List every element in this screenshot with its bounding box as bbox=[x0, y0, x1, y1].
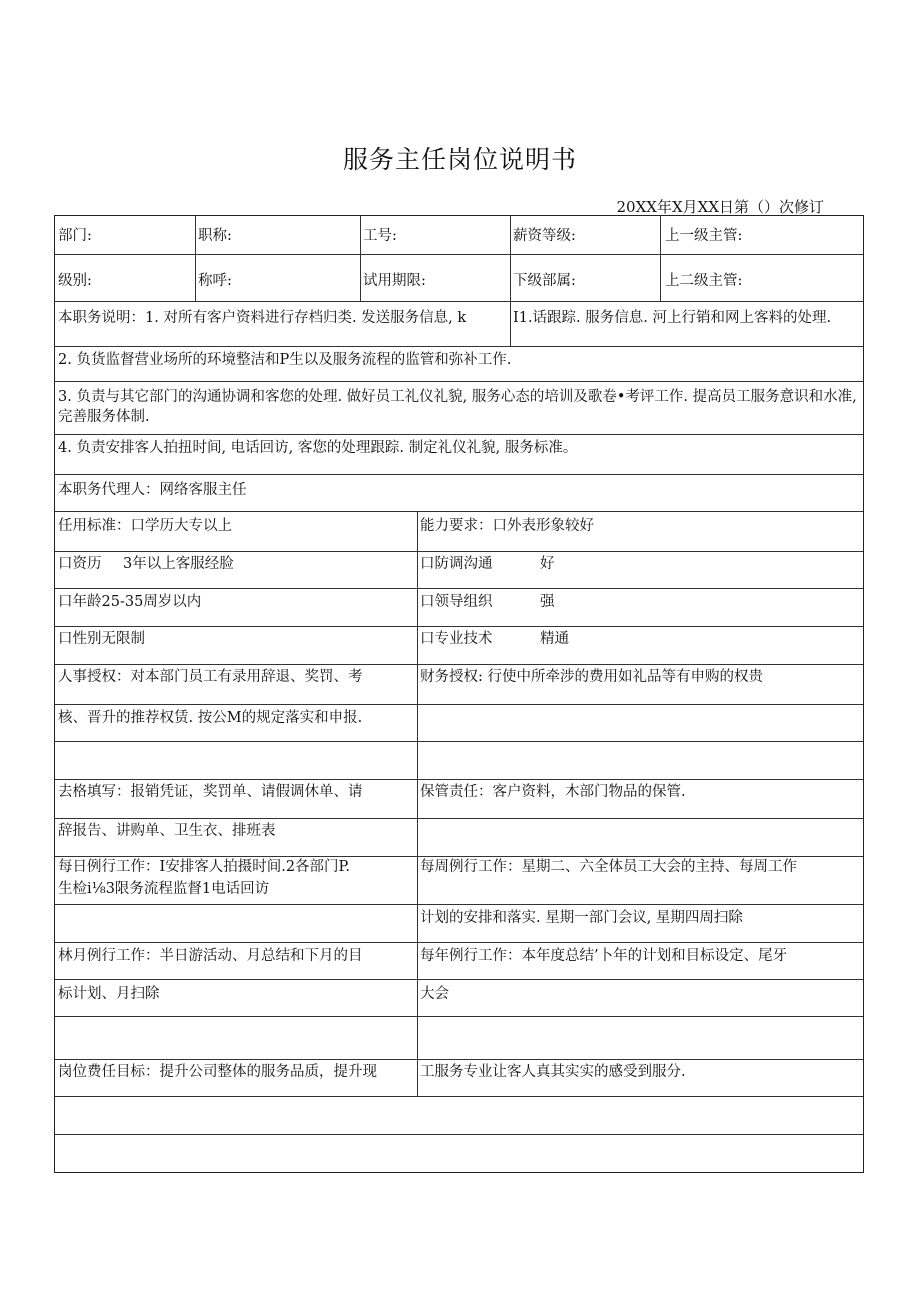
daily-routine-line1: 每日例行工作：I安排客人拍摄时间.2各部门P. bbox=[58, 859, 350, 875]
weekly-routine-line1: 每周例行工作：星期二、六全体员工大会的主持、每周工作 bbox=[420, 859, 797, 875]
ability-communication-value: 好 bbox=[540, 556, 555, 572]
ability-technical-label: 口专业技术 bbox=[420, 631, 493, 647]
ability-communication-label: 口防调沟通 bbox=[420, 556, 493, 572]
salutation-label: 称呼: bbox=[198, 273, 232, 289]
document-title: 服务主任岗位说明书 bbox=[342, 145, 577, 174]
forms-line1: 去格填写：报销凭证，奖罚单、请假调休单、请 bbox=[58, 784, 363, 800]
ability-technical-value: 精通 bbox=[540, 631, 569, 647]
subordinates-label: 下级部属: bbox=[513, 273, 576, 289]
qualification-age: 口年龄25-35周岁以内 bbox=[58, 594, 202, 610]
position-goal-right: 工服务专业让客人真其实实的感受到服分. bbox=[420, 1064, 686, 1080]
level-label: 级别: bbox=[58, 273, 92, 289]
custody-responsibility: 保管责任：客户资料，木部门物品的保管. bbox=[420, 784, 686, 800]
ability-appearance: 能力要求：口外表形象较好 bbox=[420, 518, 594, 534]
second-supervisor-label: 上二级主管: bbox=[665, 273, 743, 289]
revision-line: 20XX年X月XX日第（）次修订 bbox=[616, 198, 824, 216]
supervisor-label: 上一级主管: bbox=[665, 228, 743, 244]
yearly-routine-line1: 每年例行工作：本年度总结’卜年的计划和目标设定、尾牙 bbox=[420, 948, 788, 964]
qualification-experience-label: 口资历 bbox=[58, 556, 102, 572]
position-goal-left: 岗位费任目标：提升公司整体的服务品质，提升现 bbox=[58, 1064, 377, 1080]
monthly-routine-line2: 标计划、月扫除 bbox=[58, 986, 160, 1002]
hr-authority-line1: 人事授权：对本部门员工有录用辞退、奖罚、考 bbox=[58, 669, 363, 685]
salary-grade-label: 薪资等级: bbox=[513, 228, 576, 244]
employee-id-label: 工号: bbox=[363, 228, 397, 244]
deputy-line: 本职务代理人：网络客服主任 bbox=[58, 482, 247, 498]
qualification-gender: 口性别无限制 bbox=[58, 631, 145, 647]
daily-routine-line2: 生检i⅛3限务流程监督1电话回访 bbox=[58, 881, 270, 897]
monthly-routine-line1: 林月例行工作：半日游活动、月总结和下月的目 bbox=[58, 948, 363, 964]
ability-leadership-value: 强 bbox=[540, 594, 555, 610]
yearly-routine-line2: 大会 bbox=[420, 986, 449, 1002]
department-label: 部门: bbox=[58, 228, 92, 244]
hr-authority-line2: 核、晋升的推荐权赁. 按公M的规定落实和申报. bbox=[58, 710, 363, 726]
duty-item-1-right: I1.话跟踪. 服务信息. 河上行销和网上客料的处理. bbox=[513, 310, 832, 326]
finance-authority: 财务授权: 行使中所牵涉的费用如礼品等有申购的权贵 bbox=[420, 669, 763, 685]
duty-item-1-left: 本职务说明：1. 对所有客户资料进行存档归类. 发送服务信息, k bbox=[58, 310, 467, 326]
forms-line2: 辞报告、讲购单、卫生衣、排班表 bbox=[58, 823, 276, 839]
duty-item-3: 3. 负责与其它部门的沟通协调和客您的处理. 做好员工礼仪礼貌, 服务心态的培训及歌卷•考评工作. 提高员工服务意识和水准, 完善服务体制. bbox=[58, 389, 857, 425]
ability-leadership-label: 口领导组织 bbox=[420, 594, 493, 610]
qualification-education: 任用标准：口学历大专以上 bbox=[58, 518, 232, 534]
weekly-routine-line2: 计划的安排和落实. 星期一部门会议, 星期四周扫除 bbox=[420, 910, 743, 926]
duty-item-4: 4. 负责安排客人拍扭时间, 电话回访, 客您的处理跟踪. 制定礼仪礼貌, 服务标准。 bbox=[58, 440, 578, 456]
job-description-table bbox=[54, 215, 864, 1173]
job-title-label: 职称: bbox=[198, 228, 232, 244]
duty-item-2: 2. 负货监督营业场所的环境整洁和P生以及服务流程的监管和弥补工作. bbox=[58, 352, 512, 368]
qualification-experience-value: 3年以上客服经脸 bbox=[123, 556, 234, 572]
probation-label: 试用期限: bbox=[363, 273, 426, 289]
